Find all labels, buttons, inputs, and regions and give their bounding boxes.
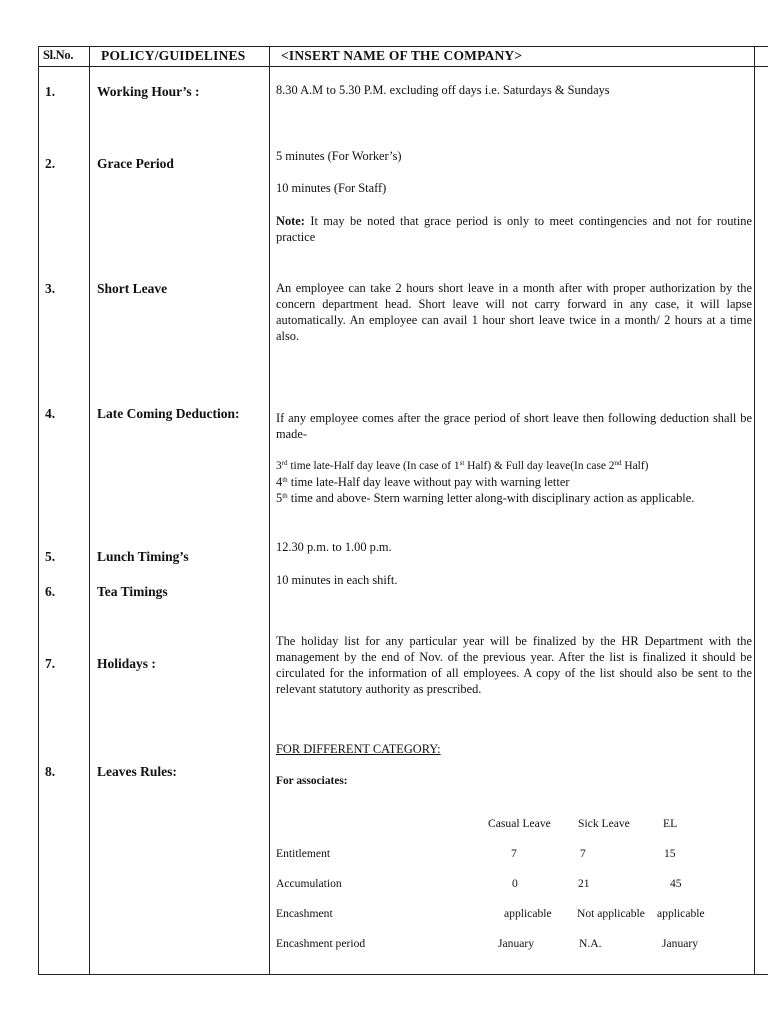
table-top-border (38, 46, 768, 47)
row-number: 2. (45, 156, 56, 171)
leave-cell: January (498, 937, 535, 950)
leave-cell: Not applicable (577, 907, 645, 920)
leave-row-label: Encashment period (276, 937, 366, 950)
note-text: It may be noted that grace period is only to meet contingencies and not for routine practice (276, 214, 752, 244)
policy-title: Holidays : (97, 656, 156, 671)
policy-text: 5 minutes (For Worker’s) (276, 149, 402, 163)
leave-cell: 45 (670, 877, 682, 890)
leave-row-label: Entitlement (276, 847, 331, 860)
header-company: <INSERT NAME OF THE COMPANY> (281, 48, 523, 63)
leave-cell: 0 (512, 877, 518, 890)
policy-text: If any employee comes after the grace period of short leave then following deduction shall be made- (276, 411, 752, 441)
note-label: Note: (276, 214, 305, 228)
policy-text: 12.30 p.m. to 1.00 p.m. (276, 540, 392, 554)
policy-title: Leaves Rules: (97, 764, 177, 779)
policy-title: Grace Period (97, 156, 174, 171)
policy-text: 10 minutes in each shift. (276, 573, 398, 587)
category-heading: FOR DIFFERENT CATEGORY: (276, 742, 441, 756)
leave-cell: 21 (578, 877, 590, 890)
row-number: 1. (45, 84, 56, 99)
leave-column-header: Casual Leave (488, 817, 551, 830)
policy-text: 8.30 A.M to 5.30 P.M. excluding off days i.e. Saturdays & Sundays (276, 83, 610, 97)
policy-note (276, 213, 752, 245)
leave-cell: January (662, 937, 699, 950)
policy-title: Working Hour’s : (97, 84, 200, 99)
leave-cell: 7 (580, 847, 586, 860)
deduction-rule: 4th time late-Half day leave without pay with warning letter (276, 475, 570, 489)
deduction-rule: 5th time and above- Stern warning letter along-with disciplinary action as applicable. (276, 491, 695, 505)
table-bottom-border (38, 974, 768, 975)
policy-title: Late Coming Deduction: (97, 406, 240, 421)
deduction-rule: 3rd time late-Half day leave (In case of 1st Half) & Full day leave(In case 2nd Half) (276, 459, 649, 472)
leave-cell: 15 (664, 847, 676, 860)
header-bottom-border (38, 66, 768, 67)
leave-cell: N.A. (579, 937, 602, 950)
column-divider-2 (269, 46, 270, 975)
policy-text: An employee can take 2 hours short leave in a month after with proper authorization by the concern department head. Short leave will not carry forward in any case, it will lapse automatically. An employee can avail 1 hour short leave twice in a month/ 2 hours at a time also. (276, 281, 752, 343)
leave-cell: applicable (657, 907, 705, 920)
leave-row-label: Encashment (276, 907, 333, 920)
policy-title: Tea Timings (97, 584, 168, 599)
leave-cell: 7 (511, 847, 517, 860)
row-number: 6. (45, 584, 56, 599)
row-number: 8. (45, 764, 56, 779)
row-number: 5. (45, 549, 56, 564)
header-policy: POLICY/GUIDELINES (101, 48, 246, 63)
leave-cell: applicable (504, 907, 552, 920)
row-number: 7. (45, 656, 56, 671)
row-number: 3. (45, 281, 56, 296)
policy-title: Short Leave (97, 281, 168, 296)
policy-text: The holiday list for any particular year will be finalized by the HR Department with the management by the end of Nov. of the previous year. After the list is finalized it should be circulated for the information of all employees. A copy of the list should also be sent to the relevant statutory authority as prescribed. (276, 634, 752, 696)
category-subheading: For associates: (276, 775, 348, 787)
column-divider-3 (754, 46, 755, 975)
leave-column-header: EL (663, 817, 678, 830)
policy-text: 10 minutes (For Staff) (276, 181, 387, 195)
leave-row-label: Accumulation (276, 877, 342, 890)
row-number: 4. (45, 406, 56, 421)
leave-column-header: Sick Leave (578, 817, 630, 830)
column-divider-1 (89, 46, 90, 975)
header-sl-no: Sl.No. (43, 48, 74, 62)
table-left-border (38, 46, 39, 975)
policy-title: Lunch Timing’s (97, 549, 189, 564)
